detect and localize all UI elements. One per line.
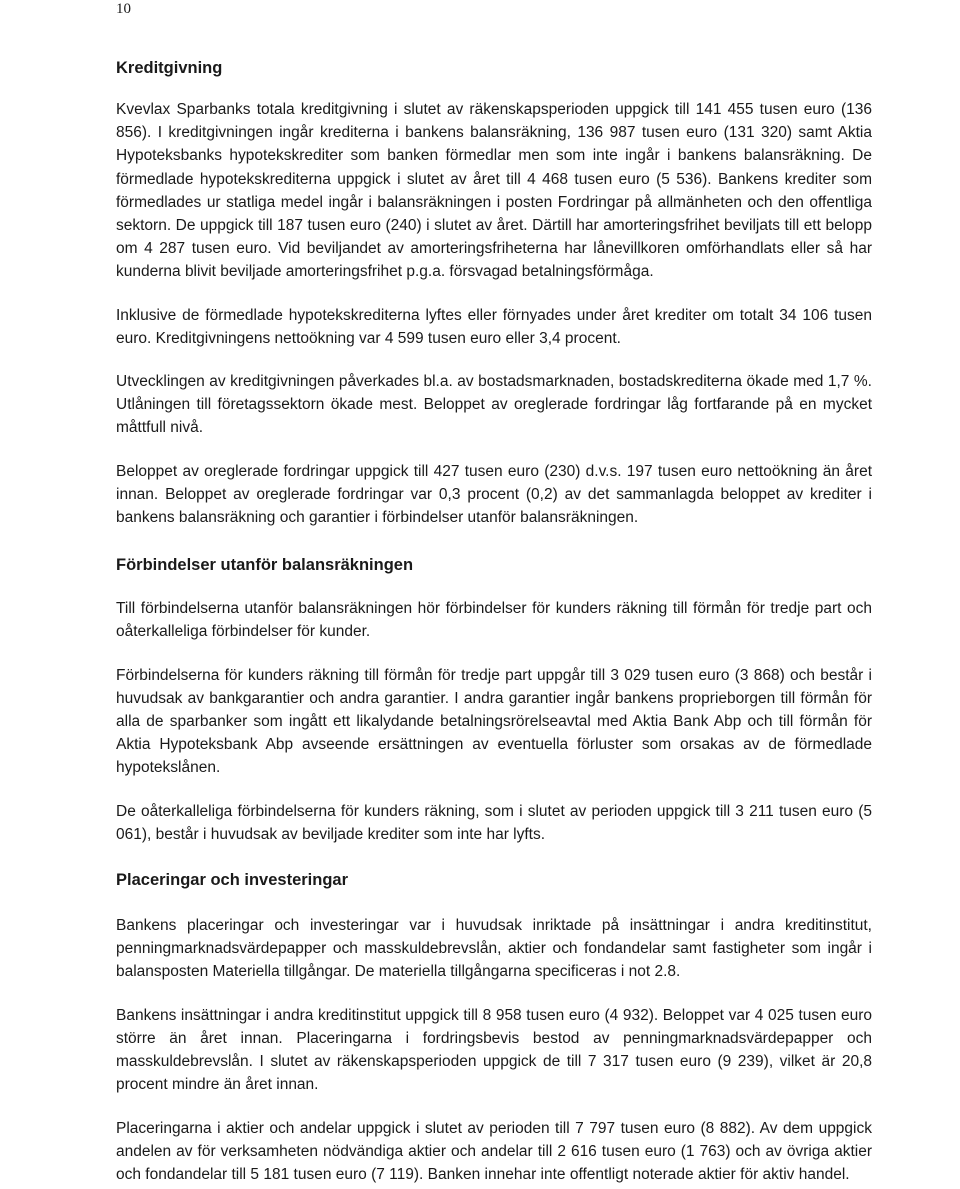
paragraph-placeringar-3: Placeringarna i aktier och andelar uppgick i slutet av perioden till 7 797 tusen euro (8 882). Av dem uppgick andelen av för verksamheten nödvändiga aktier och andelar till 2 616 tusen euro (1 763) och av övriga aktier och fondandelar till 5 181 tusen euro (7 119). Banken innehar inte offentligt noterade aktier för aktiv handel. (116, 1119, 872, 1183)
paragraph-placeringar-2: Bankens insättningar i andra kreditinstitut uppgick till 8 958 tusen euro (4 932). Beloppet var 4 025 tusen euro större än året innan. Placeringarna i fordringsbevis bestod av penningmarknadsvärdepapper och masskuldebrevslån. I slutet av räkenskapsperioden uppgick de till 7 317 tusen euro (9 239), vilket är 20,8 procent mindre än året innan. (116, 1006, 872, 1094)
page-number: 10 (116, 1, 131, 17)
heading-kreditgivning: Kreditgivning (116, 59, 223, 77)
heading-forbindelser: Förbindelser utanför balansräkningen (116, 556, 414, 575)
paragraph-forbindelser-2: Förbindelserna för kunders räkning till förmån för tredje part uppgår till 3 029 tusen euro (3 868) och består i huvudsak av bankgarantier och andra garantier. I andra garantier ingår bankens proprieborgen till förmån för alla de sparbanker som ingått ett likalydande betalningsrörelseavtal med Aktia Bank Abp och till förmån för Aktia Hypoteksbank Abp avseende ersättningen av eventuella förluster som orsakas av de förmedlade hypotekslånen. (116, 666, 872, 777)
paragraph-forbindelser-3: De oåterkalleliga förbindelserna för kunders räkning, som i slutet av perioden uppgick till 3 211 tusen euro (5 061), består i huvudsak av beviljade krediter som inte har lyfts. (116, 802, 872, 843)
paragraph-kreditgivning-3: Utvecklingen av kreditgivningen påverkades bl.a. av bostadsmarknaden, bostadskrediterna ökade med 1,7 %. Utlåningen till företagssektorn ökade mest. Beloppet av oreglerade fordringar låg fortfarande på en mycket måttfull nivå. (116, 373, 872, 437)
document-body (116, 56, 872, 1186)
paragraph-kreditgivning-4: Beloppet av oreglerade fordringar uppgick till 427 tusen euro (230) d.v.s. 197 tusen euro nettoökning än året innan. Beloppet av oreglerade fordringar var 0,3 procent (0,2) av det sammanlagda beloppet av krediter i bankens balansräkning och garantier i förbindelser utanför balansräkningen. (116, 462, 872, 527)
paragraph-kreditgivning-2: Inklusive de förmedlade hypotekskrediterna lyftes eller förnyades under året krediter om totalt 34 106 tusen euro. Kreditgivningens nettoökning var 4 599 tusen euro eller 3,4 procent. (116, 306, 872, 347)
paragraph-kreditgivning-1: Kvevlax Sparbanks totala kreditgivning i slutet av räkenskapsperioden uppgick till 141 455 tusen euro (136 856). I kreditgivningen ingår krediterna i bankens balansräkning, 136 987 tusen euro (131 320) samt Aktia Hypoteksbanks hypotekskrediter som banken förmedlar men som inte ingår i bankens balansräkning. De förmedlade hypotekskrediterna uppgick i slutet av året till 4 468 tusen euro (5 536). Bankens krediter som förmedlades ur statliga medel ingår i balansräkningen i posten Fordringar på allmänheten och den offentliga sektorn. De uppgick till 187 tusen euro (240) i slutet av året. Därtill har amorteringsfrihet beviljats till ett belopp om 4 287 tusen euro. Vid beviljandet av amorteringsfriheterna har lånevillkoren omförhandlats eller så har kunderna blivit beviljade amorteringsfrihet p.g.a. försvagad betalningsförmåga. (116, 101, 872, 281)
paragraph-forbindelser-1: Till förbindelserna utanför balansräkningen hör förbindelser för kunders räkning till förmån för tredje part och oåterkalleliga förbindelser för kunder. (116, 600, 872, 641)
paragraph-placeringar-1: Bankens placeringar och investeringar var i huvudsak inriktade på insättningar i andra kreditinstitut, penningmarknadsvärdepapper och masskuldebrevslån, aktier och fondandelar samt fastigheter som ingår i balansposten Materiella tillgångar. De materiella tillgångarna specificeras i not 2.8. (116, 917, 872, 981)
heading-placeringar: Placeringar och investeringar (116, 871, 349, 890)
